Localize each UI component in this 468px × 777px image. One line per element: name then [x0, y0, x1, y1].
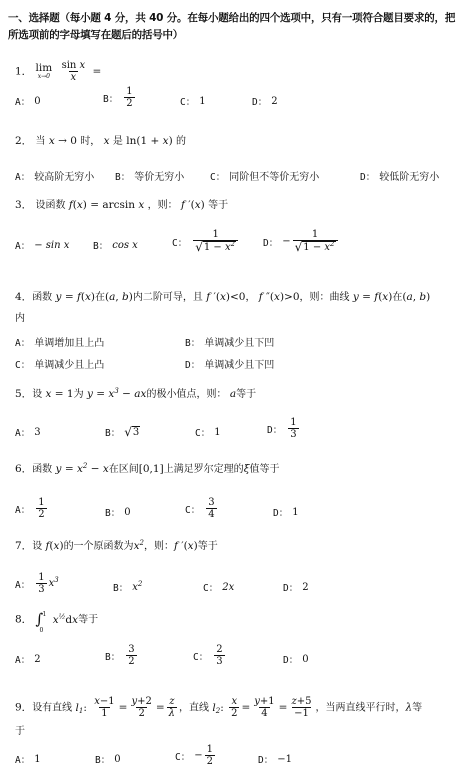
option-d[interactable]: D： 1 — [273, 506, 299, 519]
fraction: $\frac{\text{sin x}}{x}$ — [61, 60, 86, 83]
option-c[interactable]: C： $\frac{3}{4}$ — [185, 497, 215, 520]
question-3: 3． 设函数 f(x) = arcsin x ，则： f ′(x) 等于 — [15, 199, 229, 211]
option-b[interactable]: B： $\frac{1}{2}$ — [103, 86, 133, 109]
option-c[interactable]: C： $\frac{2}{3}$ — [193, 644, 223, 667]
question-9: 9．设有直线 $l_1$: $\frac{x-1}{1}$ = $\frac{y+2}{2}$ = $\frac{z}{\lambda}$ ，直线 $l_2$: $\frac{x}{2}$ = $\frac{y+1}{4}$ = $\frac{z+5}{-1}$ ，当两直线平行时，λ等 — [15, 696, 423, 719]
question-7: 7．设 f(x)的一个原函数为$x^2$，则：f ′(x)等于 — [15, 539, 218, 552]
option-d[interactable]: D： 2 — [252, 95, 278, 108]
option-b[interactable]: B： 等价无穷小 — [115, 171, 185, 183]
question-8: 8． ∫ 1 0 $x^{\frac{1}{2}}dx$等于 — [15, 610, 99, 634]
option-b[interactable]: B： $x^2$ — [113, 579, 143, 594]
integral-sign: ∫ 1 0 — [35, 610, 47, 634]
question-number: 1． — [15, 65, 33, 78]
limit-expression: lim x→0 — [35, 62, 53, 80]
option-c[interactable]: C： 单调减少且上凸 — [15, 359, 105, 371]
question-4-continued: 内 — [15, 313, 25, 324]
option-a[interactable]: A： 单调增加且上凸 — [15, 337, 105, 349]
option-d[interactable]: D： − 1 √ $1 - x^2$ — [263, 229, 340, 254]
option-a[interactable]: A： $\frac{1}{2}$ — [15, 497, 45, 520]
option-a[interactable]: A： 1 — [15, 753, 41, 766]
option-a[interactable]: A： 0 — [15, 95, 41, 108]
option-d[interactable]: D： 较低阶无穷小 — [360, 171, 440, 183]
option-d[interactable]: D： 2 — [283, 581, 309, 594]
option-a[interactable]: A： − sin x — [15, 239, 70, 252]
option-b[interactable]: B： √ 3 — [105, 425, 140, 439]
option-d[interactable]: D： 0 — [283, 653, 309, 666]
section-heading: 一、选择题（每小题 4 分，共 40 分。在每小题给出的四个选项中，只有一项符合题目要求的，把所选项前的字母填写在题后的括号中） — [8, 12, 456, 41]
question-2: 2． 当 x → 0 时， x 是 ln(1 + x) 的 — [15, 135, 187, 147]
option-b[interactable]: B： $\frac{3}{2}$ — [105, 644, 135, 667]
option-c[interactable]: C： 1 — [180, 95, 206, 108]
option-d[interactable]: D： 单调减少且下凹 — [185, 359, 275, 371]
option-a[interactable]: A： 较高阶无穷小 — [15, 171, 95, 183]
option-a[interactable]: A： 3 — [15, 426, 41, 439]
option-d[interactable]: D： −1 — [258, 753, 292, 766]
question-6: 6．函数 $y = x^2 - x$在区间[0,1]上满足罗尔定理的ξ值等于 — [15, 462, 280, 475]
option-c[interactable]: C： 2x — [203, 581, 235, 594]
option-b[interactable]: B： 0 — [105, 506, 131, 519]
question-9-continued: 于 — [15, 726, 25, 737]
option-a[interactable]: A： 2 — [15, 653, 41, 666]
question-4: 4．函数 y = f(x)在(a, b)内二阶可导，且 f ′(x)<0， f ″(x)>0，则：曲线 y = f(x)在(a, b) — [15, 291, 431, 303]
question-1: 1． lim x→0 $\frac{\text{sin x}}{x}$ = — [15, 60, 102, 83]
question-5: 5．设 x = 1为 $y = x^3$ − ax的极小值点，则： a等于 — [15, 387, 257, 400]
option-c[interactable]: C： 1 √ $1 - x^2$ — [172, 229, 240, 254]
option-b[interactable]: B： 单调减少且下凹 — [185, 337, 275, 349]
option-b[interactable]: B： 0 — [95, 753, 121, 766]
option-c[interactable]: C： − $\frac{1}{2}$ — [175, 744, 213, 767]
option-c[interactable]: C： 同阶但不等价无穷小 — [210, 171, 320, 183]
option-b[interactable]: B： cos x — [93, 239, 138, 252]
option-a[interactable]: A： $\frac{1}{3}$ $x^3$ — [15, 572, 59, 595]
option-c[interactable]: C： 1 — [195, 426, 221, 439]
option-d[interactable]: D： $\frac{1}{3}$ — [267, 417, 297, 440]
